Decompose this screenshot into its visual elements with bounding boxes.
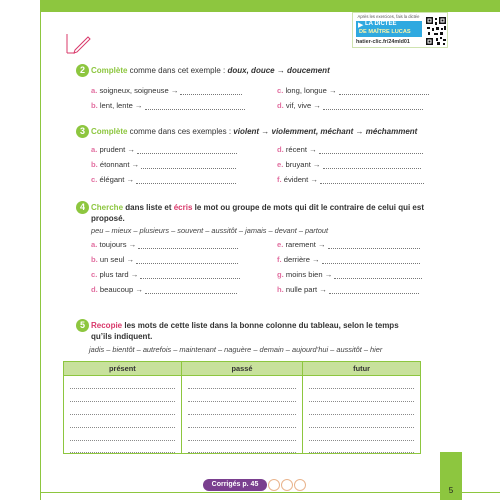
- answer-item[interactable]: [277, 240, 420, 249]
- item-text: rarement →: [285, 240, 326, 249]
- progress-circle[interactable]: [294, 479, 306, 491]
- answer-line[interactable]: [323, 162, 421, 169]
- answer-item[interactable]: [91, 285, 237, 294]
- item-letter: a.: [91, 145, 98, 154]
- table-cell[interactable]: [303, 441, 421, 454]
- item-letter: d.: [277, 101, 284, 110]
- exercise-instruction: [91, 126, 431, 137]
- exercise-instruction: [91, 320, 411, 342]
- item-letter: b.: [91, 255, 98, 264]
- answer-line[interactable]: [334, 272, 422, 279]
- answer-item[interactable]: [277, 160, 421, 169]
- dictee-link[interactable]: hatier-clic.fr/24mld01: [356, 39, 410, 45]
- table-header-row: [64, 362, 421, 376]
- answer-item[interactable]: [277, 285, 419, 294]
- answer-item[interactable]: [277, 101, 423, 110]
- page-frame-left: [40, 12, 41, 500]
- item-text: bruyant →: [285, 160, 321, 169]
- item-letter: h.: [277, 285, 284, 294]
- page-frame-bottom: [40, 492, 500, 493]
- table-cell[interactable]: [64, 376, 182, 389]
- answer-item[interactable]: [91, 270, 240, 279]
- answer-item[interactable]: [91, 240, 238, 249]
- item-text: toujours →: [99, 240, 137, 249]
- item-text: élégant →: [99, 175, 135, 184]
- item-letter: e.: [277, 160, 284, 169]
- item-text: long, longue →: [285, 86, 337, 95]
- answer-line[interactable]: [319, 147, 423, 154]
- answer-line[interactable]: [141, 162, 236, 169]
- table-row: [64, 415, 421, 428]
- table-cell[interactable]: [181, 376, 302, 389]
- pencil-icon: [66, 33, 92, 55]
- table-cell[interactable]: [64, 402, 182, 415]
- dictee-title: LA DICTÉE: [365, 21, 397, 27]
- item-text: plus tard →: [99, 270, 139, 279]
- answer-line[interactable]: [136, 177, 236, 184]
- item-letter: e.: [277, 240, 284, 249]
- instruction-keyword: Complète: [91, 66, 128, 75]
- item-text: moins bien →: [285, 270, 333, 279]
- item-text: beaucoup →: [99, 285, 143, 294]
- progress-circle[interactable]: [281, 479, 293, 491]
- exercise-instruction: [91, 202, 431, 224]
- instruction-keyword: Complète: [91, 127, 128, 136]
- instruction-text: comme dans cet exemple :: [127, 66, 228, 75]
- word-list: jadis – bientôt – autrefois – maintenant – naguère – demain – aujourd’hui – aussitôt – hier: [89, 345, 383, 354]
- dictee-subtitle: DE MAÎTRE LUCAS: [359, 29, 411, 35]
- answer-item[interactable]: [91, 255, 238, 264]
- item-text: évident →: [283, 175, 318, 184]
- answer-item[interactable]: [91, 145, 237, 154]
- word-list: peu – mieux – plusieurs – souvent – aussitôt – jamais – devant – partout: [91, 226, 329, 235]
- table-cell[interactable]: [181, 415, 302, 428]
- item-text: récent →: [285, 145, 317, 154]
- answer-line[interactable]: [339, 88, 429, 95]
- table-cell[interactable]: [303, 402, 421, 415]
- item-text: lent, lente →: [99, 101, 143, 110]
- answer-item[interactable]: [91, 101, 245, 110]
- answer-item[interactable]: [277, 86, 429, 95]
- item-text: nulle part →: [285, 285, 327, 294]
- item-letter: c.: [91, 175, 98, 184]
- item-letter: f.: [277, 255, 282, 264]
- answer-item[interactable]: [91, 86, 242, 95]
- answer-line[interactable]: [329, 287, 419, 294]
- item-letter: c.: [91, 270, 98, 279]
- instruction-keyword: Cherche: [91, 203, 124, 212]
- item-text: prudent →: [99, 145, 135, 154]
- table-row: [64, 389, 421, 402]
- qr-code-icon: [425, 16, 447, 46]
- answer-line[interactable]: [138, 242, 238, 249]
- item-letter: f.: [277, 175, 282, 184]
- item-text: un seul →: [99, 255, 135, 264]
- progress-circle[interactable]: [268, 479, 280, 491]
- instruction-text: comme dans ces exemples :: [127, 127, 234, 136]
- item-letter: d.: [277, 145, 284, 154]
- exercise-number: 2: [76, 64, 89, 77]
- item-letter: g.: [277, 270, 284, 279]
- column-header: passé: [181, 362, 302, 376]
- item-letter: b.: [91, 101, 98, 110]
- table-cell[interactable]: [64, 428, 182, 441]
- table-cell[interactable]: [303, 415, 421, 428]
- exercise-number: 3: [76, 125, 89, 138]
- item-text: étonnant →: [99, 160, 140, 169]
- answer-line[interactable]: [328, 242, 420, 249]
- column-header: futur: [303, 362, 421, 376]
- dictee-box[interactable]: [352, 12, 448, 48]
- instruction-example: doux, douce → doucement: [227, 66, 330, 75]
- item-letter: a.: [91, 240, 98, 249]
- answer-line[interactable]: [145, 103, 245, 110]
- table-cell[interactable]: [181, 389, 302, 402]
- table-cell[interactable]: [181, 402, 302, 415]
- table-row: [64, 428, 421, 441]
- dictee-banner[interactable]: [356, 21, 422, 37]
- play-icon: ▶: [358, 22, 364, 29]
- instruction-keyword: écris: [173, 203, 193, 212]
- item-text: derrière →: [283, 255, 320, 264]
- item-letter: d.: [91, 285, 98, 294]
- table-cell[interactable]: [64, 415, 182, 428]
- answer-item[interactable]: [277, 175, 424, 184]
- answer-item[interactable]: [277, 255, 420, 264]
- table-row: [64, 441, 421, 454]
- table-cell[interactable]: [303, 389, 421, 402]
- answer-item[interactable]: [91, 175, 236, 184]
- table-cell[interactable]: [181, 441, 302, 454]
- item-text: soigneux, soigneuse →: [99, 86, 179, 95]
- dictee-instruction: Après les exercices, fais la dictée: [357, 14, 420, 19]
- exercise-number: 4: [76, 201, 89, 214]
- table-cell[interactable]: [181, 428, 302, 441]
- answer-line[interactable]: [137, 147, 237, 154]
- table-row: [64, 402, 421, 415]
- item-letter: a.: [91, 86, 98, 95]
- answer-line[interactable]: [180, 88, 242, 95]
- answer-line[interactable]: [322, 257, 420, 264]
- instruction-text: les mots de cette liste dans la bonne colonne du tableau, selon le temps qu’ils indiquent.: [91, 321, 399, 341]
- exercise-number: 5: [76, 319, 89, 332]
- item-letter: b.: [91, 160, 98, 169]
- exercise-instruction: [91, 65, 431, 76]
- answer-item[interactable]: [91, 160, 236, 169]
- instruction-keyword: Recopie: [91, 321, 123, 330]
- tense-table: [63, 361, 421, 454]
- item-letter: c.: [277, 86, 284, 95]
- answer-item[interactable]: [277, 270, 422, 279]
- corriges-badge[interactable]: Corrigés p. 45: [203, 479, 267, 491]
- column-header: présent: [64, 362, 182, 376]
- answer-line[interactable]: [320, 177, 424, 184]
- page-number: 5: [448, 486, 454, 495]
- answer-line[interactable]: [145, 287, 237, 294]
- table-cell[interactable]: [303, 376, 421, 389]
- answer-line[interactable]: [140, 272, 240, 279]
- instruction-text: dans liste et: [123, 203, 174, 212]
- table-row: [64, 376, 421, 389]
- answer-item[interactable]: [277, 145, 423, 154]
- table-cell[interactable]: [64, 441, 182, 454]
- table-cell[interactable]: [303, 428, 421, 441]
- instruction-text: le mot ou groupe de mots qui dit le contraire de celui qui est proposé.: [91, 203, 424, 223]
- answer-line[interactable]: [136, 257, 238, 264]
- instruction-example: violent → violemment, méchant → méchamment: [233, 127, 418, 136]
- answer-line[interactable]: [323, 103, 423, 110]
- item-text: vif, vive →: [285, 101, 321, 110]
- table-cell[interactable]: [64, 389, 182, 402]
- top-color-band: [40, 0, 500, 12]
